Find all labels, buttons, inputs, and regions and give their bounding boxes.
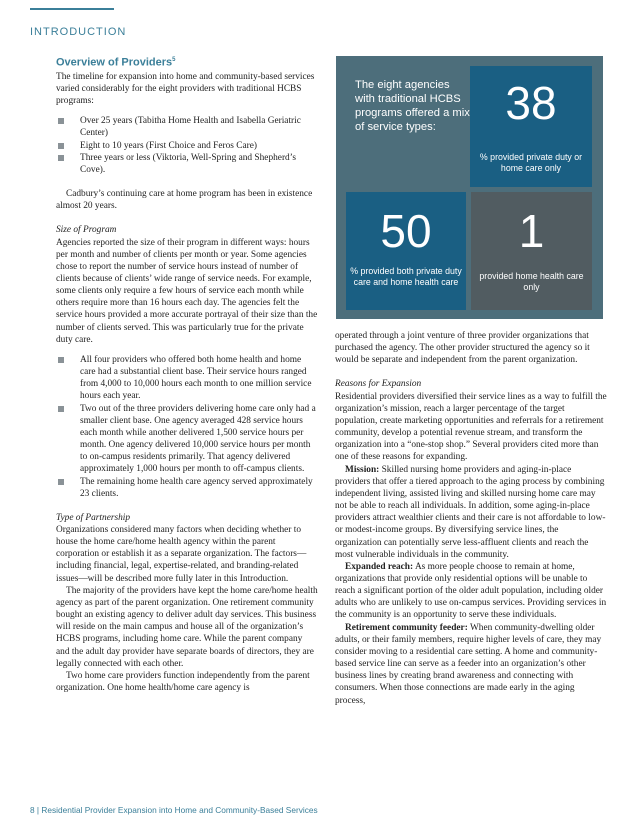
reasons-intro: Residential providers diversified their service lines as a way to fulfill the organization’s mission, reach a larger percentage of the target population, create marketing opportunities and referrals for a retirement community, develop a potential revenue stream, and transform the organization into a “one-stop shop.” Several providers cited more than one of these reasons for expanding. bbox=[335, 391, 607, 463]
size-heading: Size of Program bbox=[56, 225, 117, 236]
partnership-heading: Type of Partnership bbox=[56, 512, 131, 523]
infobox-intro: The eight agencies with traditional HCBS programs offered a mix of service types: bbox=[355, 79, 470, 133]
overview-title bbox=[56, 54, 318, 69]
reason-text: As more people choose to remain at home, organizations that provide only residential options will be unable to reach a significant portion of the older adult population, including older adults who are unlikely to use on-campus services. Providing services in the community is an opportunity to serve these individuals. bbox=[335, 561, 607, 621]
overview-intro: The timeline for expansion into home and community-based services varied considerably for the eight providers with traditional HCBS programs: bbox=[56, 71, 315, 107]
size-body: Agencies reported the size of their program in different ways: hours per month and number of clients per month or year. Some agencies chose to report the number of service hours instead of number of clients because of clients’ wide range of service needs. For example, some clients only require a few hours of service each month while others require more than 16 hours each day. The agencies felt the service hours provided a more accurate portrayal of their size than the number of clients served. This was particularly true for the private duty care. bbox=[56, 237, 318, 345]
partnership-paragraph: Two home care providers function independently from the parent organization. One home health/home care agency is bbox=[56, 670, 310, 693]
right-column bbox=[335, 330, 607, 707]
stat-unit: % bbox=[479, 152, 488, 162]
reason-text: When community-dwelling older adults, or their family members, require higher levels of care, they may consider moving to a residential care setting. A home and community-based service line can serve as a feeder into an organization’s other business lines by creating brand awareness and connecting with consumers. When those connections are made early in the aging process, bbox=[335, 622, 602, 706]
service-types-infobox bbox=[336, 56, 603, 319]
list-item: Three years or less (Viktoria, Well-Spring and Shepherd’s Cove). bbox=[56, 152, 318, 176]
section-label: INTRODUCTION bbox=[30, 26, 127, 38]
stat-tile bbox=[471, 192, 592, 310]
page-footer: 8 | Residential Provider Expansion into Home and Community-Based Services bbox=[30, 805, 318, 815]
stat-value: 38 bbox=[505, 77, 557, 129]
stat-caption-text: provided both private duty care and home health care bbox=[353, 266, 462, 287]
reason-label: Retirement community feeder: bbox=[345, 622, 468, 633]
partnership-paragraph: Organizations considered many factors when deciding whether to house the home care/home health agency within the parent corporation or establish it as a separate organization. The factors—including financial, legal, expertise-related, and branding-related issues—will be described more fully later in this Introduction. bbox=[56, 524, 307, 584]
reason-label: Mission: bbox=[345, 464, 380, 475]
cadbury-paragraph: Cadbury’s continuing care at home program has been in existence almost 20 years. bbox=[56, 189, 313, 212]
stat-value: 1 bbox=[518, 205, 545, 257]
header-rule bbox=[30, 8, 114, 10]
partnership-continued: operated through a joint venture of three provider organizations that purchased the agency. The other provider structured the agency so it would be separate and independent from the parent organization. bbox=[335, 331, 590, 366]
size-list bbox=[56, 354, 318, 500]
reason-mission bbox=[335, 464, 607, 561]
list-item: Over 25 years (Tabitha Home Health and Isabella Geriatric Center) bbox=[56, 115, 318, 139]
partnership-paragraph: The majority of the providers have kept the home care/home health agency as part of the parent organization. One retirement community bought an existing agency to deliver adult day services. This business will reside on the main campus and house all of the organization’s HCBS programs, including home care. While the parent company and the adult day provider have separate boards of directors, they are legally connected with each other. bbox=[56, 585, 318, 669]
reasons-heading: Reasons for Expansion bbox=[335, 379, 422, 390]
stat-tile bbox=[346, 192, 466, 310]
stat-tile bbox=[470, 66, 592, 187]
timeline-list bbox=[56, 115, 318, 176]
reason-label: Expanded reach: bbox=[345, 561, 414, 572]
reason-expanded-reach bbox=[335, 561, 607, 622]
list-item: The remaining home health care agency served approximately 23 clients. bbox=[56, 476, 318, 500]
stat-caption bbox=[474, 152, 588, 174]
stat-value: 50 bbox=[380, 205, 432, 257]
reason-feeder bbox=[335, 622, 607, 707]
footnote-marker: 5 bbox=[172, 57, 176, 63]
left-column bbox=[56, 54, 318, 694]
stat-caption-text: provided private duty or home care only bbox=[490, 152, 583, 173]
list-item: Two out of the three providers delivering home care only had a smaller client base. One agency averaged 428 service hours each month while another delivered 1,500 service hours per month. One agency delivered 10,000 service hours per month to on-campus residents primarily. That agency delivered approximately 1,000 hours per month to off-campus clients. bbox=[56, 403, 318, 476]
list-item: Eight to 10 years (First Choice and Feros Care) bbox=[56, 140, 318, 152]
overview-title-text: Overview of Providers bbox=[56, 56, 173, 69]
stat-caption: provided home health care only bbox=[479, 271, 584, 292]
list-item: All four providers who offered both home health and home care had a substantial client base. Their service hours ranged from 4,000 to 10,000 hours each month to one million service hours each year. bbox=[56, 354, 318, 403]
stat-caption bbox=[350, 266, 462, 288]
stat-unit: % bbox=[350, 266, 359, 276]
reason-text: Skilled nursing home providers and aging-in-place providers that offer a tiered approach to the aging process by combining independent living, assisted living and skilled nursing home care may not be able to reach all individuals. In addition, some aging-in-place providers attract wealthier clients and their care is not affordable to low- or modest-income groups. By diversifying service lines, the organization can potentially serve less-affluent clients and reach the most vulnerable individuals in the community. bbox=[335, 464, 606, 560]
